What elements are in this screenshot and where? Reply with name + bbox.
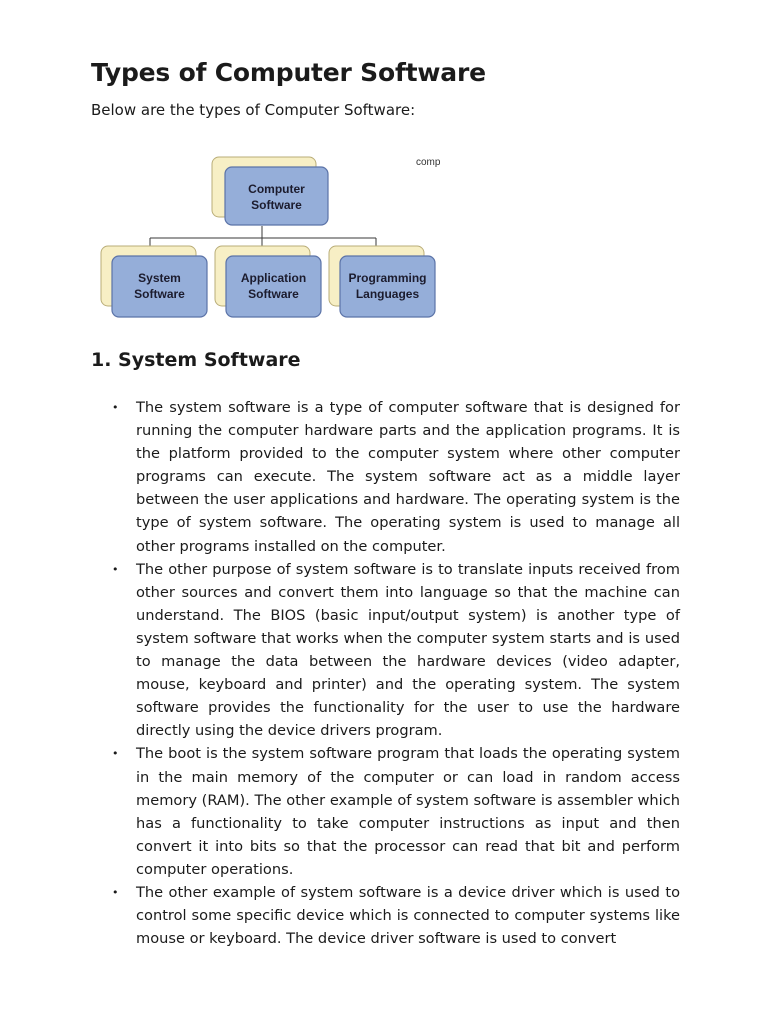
- bullet-item: • The other purpose of system software is to translate inputs received from other sources and convert them into language so that the machine can understand. The BIOS (basic input/output system) is another type of system software that works when the computer system starts and is used to manage the data between the hardware devices (video adapter, mouse, keyboard and printer) and the operating system. The system software provides the functionality for the user to use the hardware directly using the device drivers program.: [112, 558, 680, 743]
- bullet-item: • The other example of system software is a device driver which is used to control some specific device which is connected to computer systems like mouse or keyboard. The device driver software is used to convert: [112, 881, 680, 950]
- section-heading-system-software: 1. System Software: [91, 349, 301, 371]
- application-software-line2: Software: [248, 287, 299, 301]
- system-software-line1: System: [138, 271, 181, 285]
- diagram-node-system-software: [101, 246, 207, 317]
- application-software-line1: Application: [240, 271, 307, 285]
- diagram-corner-label: comp: [416, 157, 441, 168]
- intro-text: Below are the types of Computer Software:: [91, 101, 416, 119]
- diagram-node-root: [212, 157, 328, 225]
- system-software-bullet-list: [112, 396, 680, 950]
- page-title: Types of Computer Software: [91, 58, 486, 87]
- diagram-node-application-software: [215, 246, 321, 317]
- software-types-diagram: [98, 150, 443, 325]
- root-label-line1: Computer: [248, 182, 305, 196]
- system-software-line2: Software: [134, 287, 185, 301]
- bullet-item: • The boot is the system software program that loads the operating system in the main memory of the computer or can load in random access memory (RAM). The other example of system software is assembler which has a functionality to take computer instructions as input and then convert it into bits so that the processor can read that bit and perform computer operations.: [112, 742, 680, 881]
- bullet-item: • The system software is a type of computer software that is designed for running the computer hardware parts and the application programs. It is the platform provided to the computer system where other computer programs can execute. The system software act as a middle layer between the user applications and hardware. The operating system is the type of system software. The operating system is used to manage all other programs installed on the computer.: [112, 396, 680, 558]
- diagram-node-programming-languages: [329, 246, 435, 317]
- programming-languages-line1: Programming: [348, 271, 427, 285]
- programming-languages-line2: Languages: [355, 287, 420, 301]
- root-label-line2: Software: [251, 198, 302, 212]
